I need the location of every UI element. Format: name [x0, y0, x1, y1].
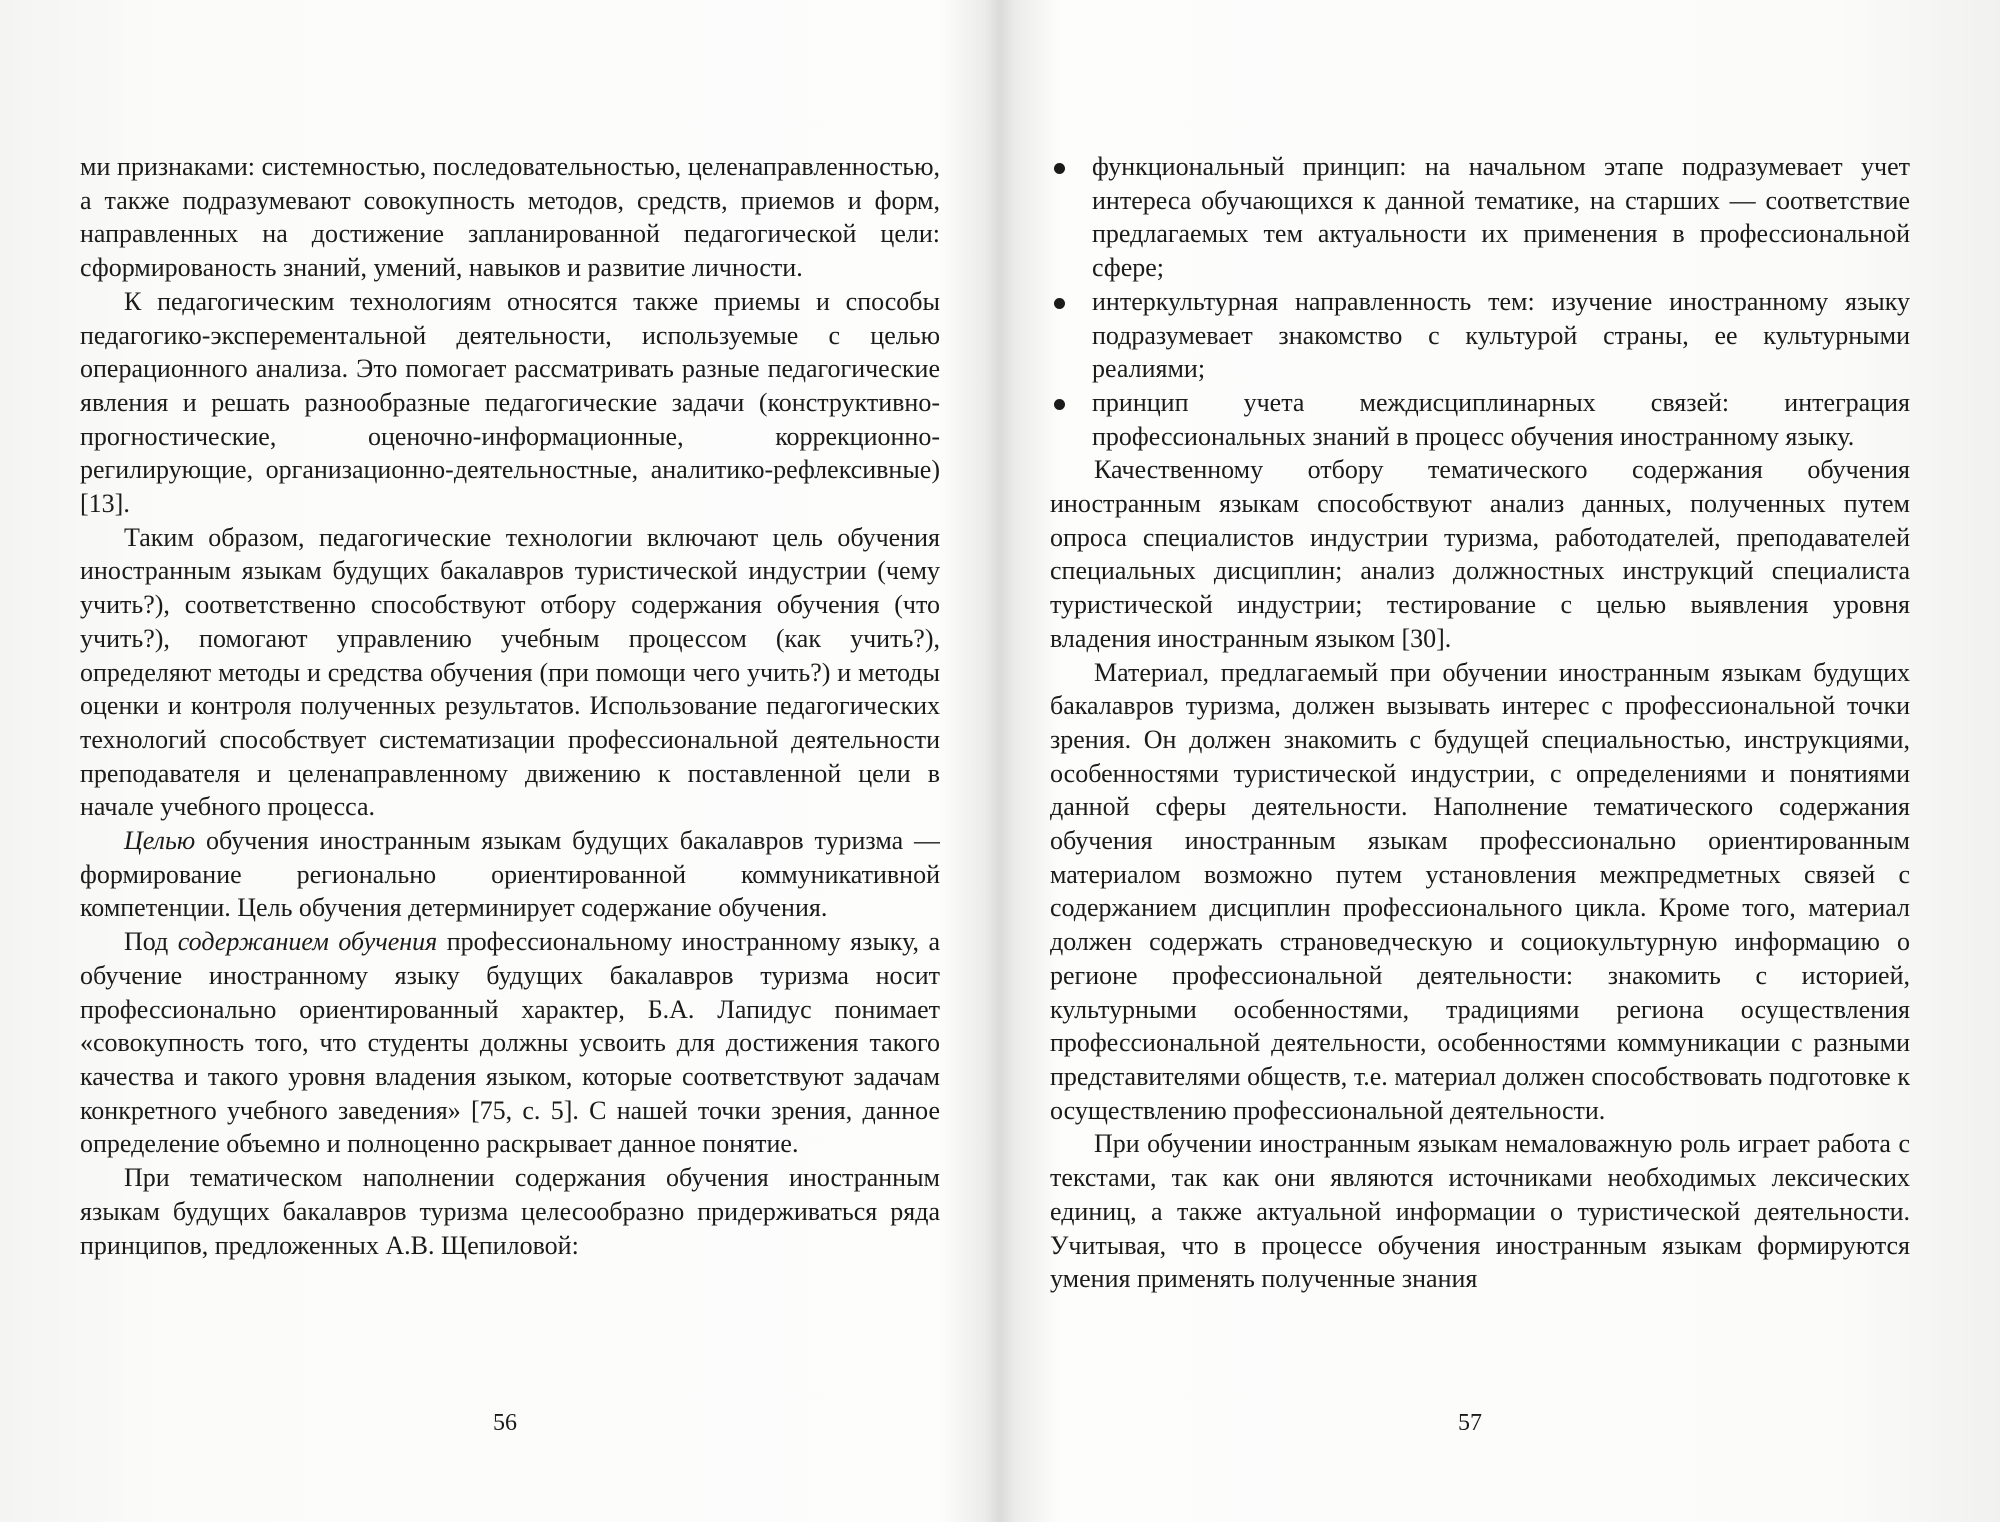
goal-text: обучения иностранным языкам будущих бакалавров туризма — формирование регионально ориентированной коммуникативной компетенции. Цель обучения детерминирует содержание обучения. — [80, 826, 940, 923]
bullet-icon — [1054, 163, 1065, 174]
principles-list — [1050, 150, 1910, 453]
list-item-text: функциональный принцип: на начальном этапе подразумевает учет интереса обучающихся к данной тематике, на старших — соответствие предлагаемых тем актуальности их применения в профессиональной сфере; — [1092, 152, 1910, 283]
bullet-icon — [1054, 298, 1065, 309]
list-item — [1050, 386, 1910, 453]
left-paragraph-1: ми признаками: системностью, последовательностью, целенаправленностью, а также подразумевают совокупность методов, средств, приемов и форм, направленных на достижение запланированной педагогической цели: сформированость знаний, умений, навыков и развитие личности. — [80, 152, 940, 283]
left-paragraph-last: При тематическом наполнении содержания обучения иностранным языкам будущих бакалавров туризма целесообразно придерживаться ряда принципов, предложенных А.В. Щепиловой: — [80, 1163, 940, 1260]
bullet-icon — [1054, 399, 1065, 410]
list-item-text: интеркультурная направленность тем: изучение иностранному языку подразумевает знакомство с культурой страны, ее культурными реалиями; — [1092, 286, 1910, 384]
content-term: содержанием обучения — [177, 927, 438, 957]
content-prefix: Под — [124, 927, 178, 957]
right-page — [1050, 150, 1910, 1390]
list-item-text: принцип учета междисциплинарных связей: интеграция профессиональных знаний в процесс обучения иностранному языку. — [1092, 387, 1910, 451]
left-paragraph-3: Таким образом, педагогические технологии включают цель обучения иностранным языкам будущих бакалавров туристической индустрии (чему учить?), соответственно способствуют отбору содержания обучения (что учить?), помогают управлению учебным процессом (как учить?), определяют методы и средства обучения (при помощи чего учить?) и методы оценки и контроля полученных результатов. Использование педагогических технологий способствует систематизации профессиональной деятельности преподавателя и целенаправленному движению к поставленной цели в начале учебного процесса. — [80, 522, 940, 822]
right-paragraph-1: Качественному отбору тематического содержания обучения иностранным языкам способствуют анализ данных, полученных путем опроса специалистов индустрии туризма, работодателей, преподавателей специальных дисциплин; анализ должностных инструкций специалиста туристической индустрии; тестирование с целью выявления уровня владения иностранным языком [30]. — [1050, 455, 1910, 653]
goal-term: Целью — [124, 826, 196, 856]
list-item — [1050, 285, 1910, 386]
book-gutter — [985, 0, 1015, 1522]
left-paragraph-goal — [80, 824, 940, 925]
page-number-left: 56 — [493, 1410, 517, 1436]
left-page — [80, 150, 940, 1390]
right-paragraph-3: При обучении иностранным языкам немаловажную роль играет работа с текстами, так как они являются источниками необходимых лексических единиц, а также актуальной информации о туристической деятельности. Учитывая, что в процессе обучения иностранным языкам формируются умения применять полученные знания — [1050, 1129, 1910, 1294]
content-text: профессиональному иностранному языку, а обучение иностранному языку будущих бакалавров туризма носит профессионально ориентированный характер, Б.А. Лапидус понимает «совокупность того, что студенты должны усвоить для достижения такого качества и такого уровня владения языком, которые соответствуют задачам конкретного учебного заведения» [75, с. 5]. С нашей точки зрения, данное определение объемно и полноценно раскрывает данное понятие. — [80, 927, 940, 1159]
left-paragraph-content — [80, 925, 940, 1161]
right-paragraph-2: Материал, предлагаемый при обучении иностранным языкам будущих бакалавров туризма, должен вызывать интерес с профессиональной точки зрения. Он должен знакомить с будущей специальностью, инструкциями, особенностями туристической индустрии, с определениями и понятиями данной сферы деятельности. Наполнение тематического содержания обучения иностранным языкам профессионально ориентированным материалом возможно путем установления межпредметных связей с содержанием дисциплин профессионального цикла. Кроме того, материал должен содержать страноведческую и социокультурную информацию о регионе профессиональной деятельности: знакомить с историей, культурными особенностями, традициями региона осуществления профессиональной деятельности, особенностями коммуникации с разными представителями обществ, т.е. материал должен способствовать подготовке к осуществлению профессиональной деятельности. — [1050, 657, 1910, 1125]
left-paragraph-2: К педагогическим технологиям относятся также приемы и способы педагогико-эксперементальной деятельности, используемые с целью операционного анализа. Это помогает рассматривать разные педагогические явления и решать разнообразные педагогические задачи (конструктивно-прогностические, оценочно-информационные, коррекционно-регилирующие, организационно-деятельностные, аналитико-рефлексивные) [13]. — [80, 286, 940, 519]
list-item — [1050, 150, 1910, 285]
page-number-right: 57 — [1458, 1410, 1482, 1436]
